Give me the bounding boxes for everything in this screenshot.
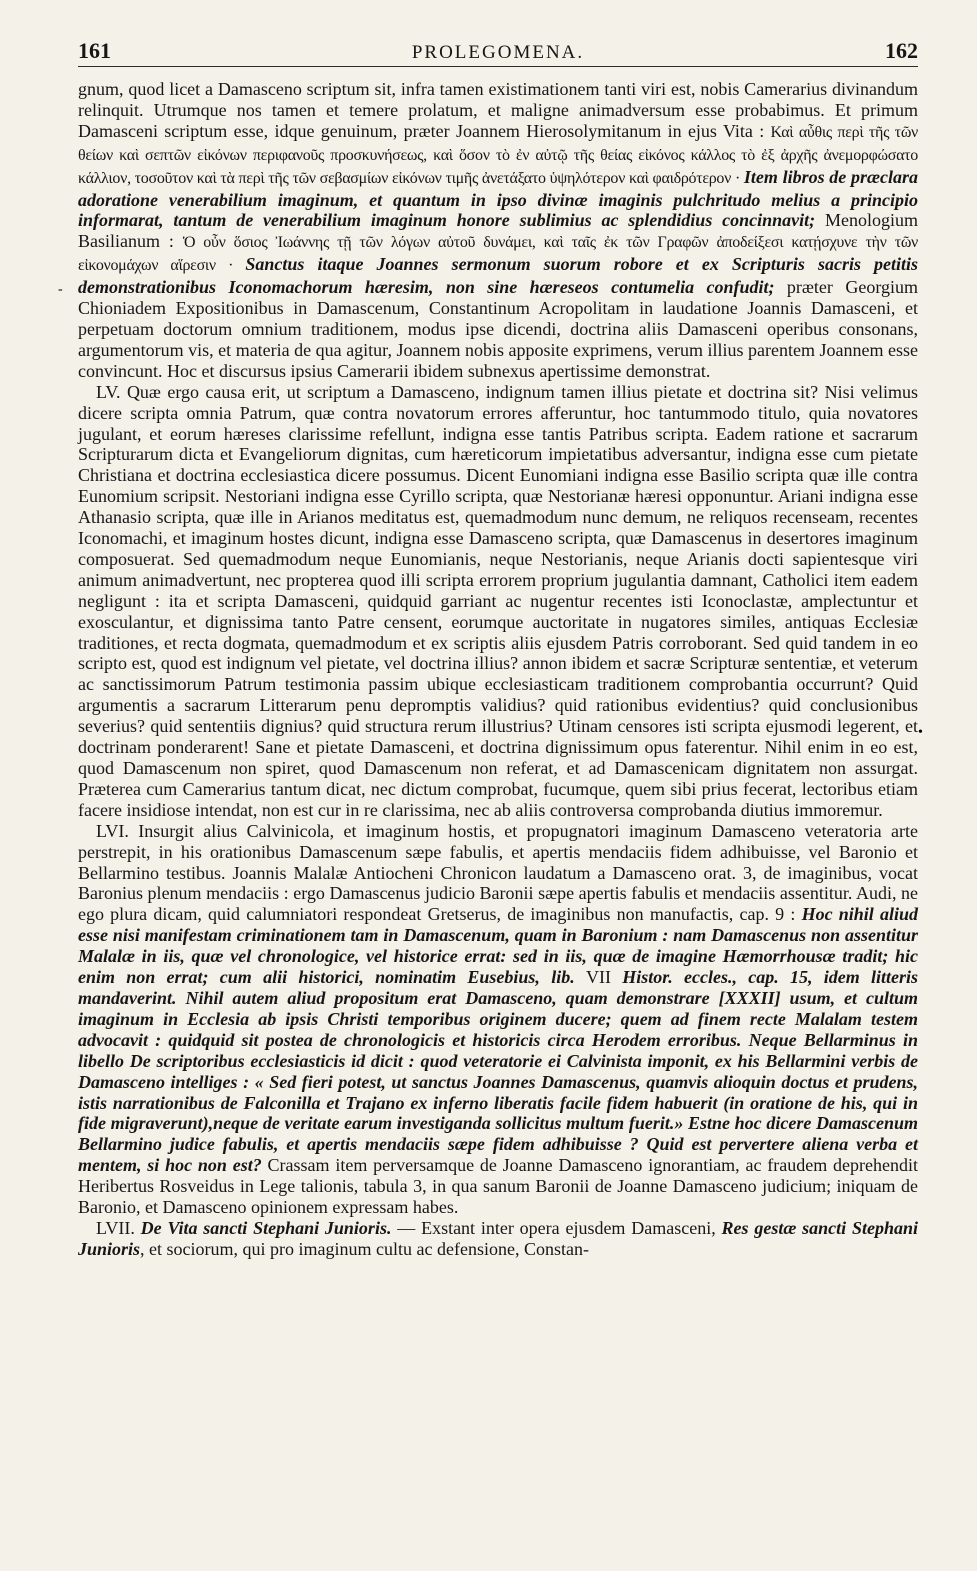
text-run: Insurgit alius Calvinicola, et imaginum hostis, et propugnatori imaginum Damasceno veteratoria arte perstrepit, in his orationibus Damascenum sæpe fabulis, et apertis mendaciis fidem adhibuisse, vel Baronio et Bellarmino testibus. Joannis Malalæ Antiocheni Chronicon laudatum a Damasceno orat. 3, de imaginibus, vocat Baronius plenum mendaciis : ergo Damascenus judicio Baronii sæpe apertis fabulis et mendaciis assentitur. Audi, ne ego plura dicam, quid calumniatori respondeat Gretserus, de imaginibus non manufactis, cap. 9 :	[78, 820, 918, 925]
body-text	[78, 79, 918, 1260]
text-run: — Exstant inter opera ejusdem Damasceni,	[391, 1217, 722, 1238]
text-run: Quæ ergo causa erit, ut scriptum a Damasceno, indignum tamen illius pietate et doctrina sit? Nisi velimus dicere scripta omnia Patrum, quæ contra novatorum errores afferuntur, hoc tantummodo titulo, quia novatores jugulant, et eorum hæreses clarissime refellunt, indigna esse tantis Patribus scripta. Eadem ratione et sacrarum Scripturarum dicta et Evangeliorum dignitas, cum hæreticorum impietatibus adversantur, indigna esse cum pietate Christiana et doctrina ecclesiastica dicere possumus. Dicent Eunomiani indigna esse Basilio scripta quæ ille contra Eunomium scripsit. Nestoriani indigna esse Cyrillo scripta, quæ Nestorianæ hæresi opponuntur. Ariani indigna esse Athanasio scripta, quæ ille in Arianos meditatus est, quemadmodum nunc demum, ne reliquos recenseam, recentes Iconomachi, et imaginum hostes dicunt, indigna esse Damasceno scripta, quæ Damascenus in desertores imaginum composuerat. Sed quemadmodum neque Eunomianis, neque Nestorianis, neque Arianis docti sapientesque viri animum animadvertunt, nec propterea quod illi scripta errorem proprium jugulantia damnant, Catholici item eadem negligunt : ita et scripta Damasceni, quidquid garriant ac nugentur recentes isti Iconoclastæ, amplectuntur et exosculantur, et dignissima tanto Patre censent, eorumque auctoritate in nugatores similes, antiquas Ecclesiæ traditiones, et recta dogmata, quemadmodum et ex scriptis aliis ejusdem Patris corroborant. Sed quid tandem in eo scripto est, quod est indignum vel pietate, vel doctrina illius? annon ibidem et sacræ Scripturæ sententiæ, et veterum ac sanctissimorum Patrum testimonia passim ubique ecclesiasticam traditionem comprobantia occurrunt? Quid argumentis a sacrarum Litterarum penu depromptis validius? quid rationibus evidentius? quid conclusionibus severius? quid sententiis dignius? quid structura rerum illustrius? Utinam censores isti scripta ejusmodi legerent, et doctrinam ponderarent! Sane et pietate Damasceni, et doctrina dignissimum opus faterentur. Nihil enim in eo est, quod Damascenum non spiret, quod Damascenum non referat, et ad Damascenicam dignitatem non assurgat. Præterea cum Camerarius tantum dicat, nec dictum comprobat, fucumque, quem sibi prius fecerat, lectoribus etiam facere insidiose intendat, non est cur in re clarissima, nec ab aliis controversa comprobanda diutius immoremur.	[78, 381, 918, 820]
margin-dash-mark: -	[58, 282, 63, 297]
italic-quotation: Histor. eccles., cap. 15, idem litteris mandaverint. Nihil autem aliud propositum erat Damasceno, quam demonstrare [XXXII] usum, et cultum imaginum in Ecclesia ab ipsis Christi temporibus originem ducere; quem ad finem recte Malalam testem advocavit : quidquid sit postea de chronologicis et historicis circa Herodem erroribus. Neque Bellarminus in libello De scriptoribus ecclesiasticis id dicit : quod veteratorie ei Calvinista imponit, ex his Bellarmini verbis de Damasceno intelliges : « Sed fieri potest, ut sanctus Joannes Damascenus, quamvis alioquin doctus et prudens, istis narrationibus de Falconilla et Trajano ex inferno liberatis facile fidem habuerit (in oratione de his, qui in fide migraverunt),neque de veritate earum investiganda sollicitus multum fuerit.» Estne hoc dicere Damascenum Bellarmino judice fabulis, et apertis mendaciis sæpe fidem adhibuisse ? Quid est pervertere aliena verba et mentem, si hoc non est?	[78, 967, 919, 1176]
text-run: gnum, quod licet a Damasceno scriptum sit, infra tamen existimationem tanti viri est, nobis Camerarius divinandum relinquit. Utrumque nos tamen et temere prolatum, et maligne animadversum esse probabimus. Et primum Damasceni scriptum esse, idque genuinum, præter Joannem Hierosolymitanum in ejus Vita :	[78, 79, 918, 141]
section-number: LVI.	[96, 820, 139, 841]
greek-quotation: Ὁ οὖν ὅσιος Ἰωάννης τῇ τῶν λόγων αὐτοῦ δυνάμει, καὶ ταῖς ἐκ τῶν Γραφῶν ἀποδείξεσι κατῄσχυνε τὴν τῶν εἰκονομάχων αἵρεσιν ·	[78, 234, 918, 275]
text-run: Crassam item perversamque de Joanne Damasceno ignorantiam, ac fraudem deprehendit Heribertus Rosveidus in Lege talionis, tabula 3, in qua sanum Baronii de Joanne Damasceno judicium; iniquam de Baronio, et Damasceno opinionem expressam habes.	[78, 1155, 919, 1218]
italic-quotation: De Vita sancti Stephani Junioris.	[140, 1217, 392, 1238]
left-page-number: 161	[78, 38, 111, 63]
text-run: , et sociorum, qui pro imaginum cultu ac defensione, Constan-	[140, 1238, 589, 1259]
section-paragraph	[78, 821, 918, 1218]
section-number: LVII.	[96, 1217, 141, 1238]
right-page-number: 162	[885, 38, 918, 63]
section-paragraph	[78, 382, 918, 821]
text-run: VII	[585, 967, 611, 988]
running-title: PROLEGOMENA.	[411, 42, 585, 63]
italic-quotation: Sanctus itaque Joannes sermonum suorum robore et ex Scripturis sacris petitis demonstrationibus Iconomachorum hæresim, non sine hæreseos contumelia confudit;	[78, 254, 919, 298]
section-paragraph	[78, 1218, 918, 1260]
italic-quotation: Res gestæ sancti Stephani Junioris	[78, 1217, 918, 1259]
section-number: LV.	[96, 381, 127, 402]
italic-quotation: Hoc nihil aliud esse nisi manifestam criminationem tam in Damascenum, quam in Baronium : nam Damascenus non assentitur Malalæ in iis, quæ vel chronologice, vel historice errat: sed in iis, quæ de imagine Hæmorrhousæ tradit; hic enim non errat; cum alii historici, nominatim Eusebius, lib.	[78, 904, 918, 988]
italic-quotation: Item libros de præclara adoratione venerabilium imaginum, et quantum in ipso divinæ imaginis pulchritudo melius a principio informarat, tantum de venerabilium imaginum honore sublimius ac splendidius concinnavit;	[78, 166, 918, 231]
text-run: Menologium Basilianum :	[78, 210, 918, 252]
margin-bullet-mark: •	[918, 725, 923, 740]
greek-quotation: Καὶ αὖθις περὶ τῆς τῶν θείων καὶ σεπτῶν εἰκόνων περιφανοῦς προσκυνήσεως, καὶ ὅσον τὸ ἐν αὐτῷ τῆς θείας εἰκόνος κάλλος τὸ ἐξ ἀρχῆς ἀνεμορφώσατο κάλλιον, τοσοῦτον καὶ τὰ περὶ τῆς τῶν σεβασμίων εἰκόνων τιμῆς ἀνετάξατο ὑψηλότερον καὶ φαιδρότερον ·	[78, 123, 918, 187]
text-run: præter Georgium Chioniadem Expositionibus in Damascenum, Constantinum Acropolitam in laudatione Joannis Damasceni, et perpetuam doctorum omnium traditionem, modus ipse dicendi, doctrina aliis Damasceni operibus consonans, argumentorum vis, et materia de qua agitur, Joannem nobis apposite exprimens, verum illius parentem Joannem esse convincunt. Hoc et discursus ipsius Camerarii ibidem subnexus apertissime demonstrat.	[78, 277, 918, 381]
paragraph	[78, 79, 918, 382]
book-page	[78, 38, 918, 1528]
page-header	[78, 38, 918, 67]
